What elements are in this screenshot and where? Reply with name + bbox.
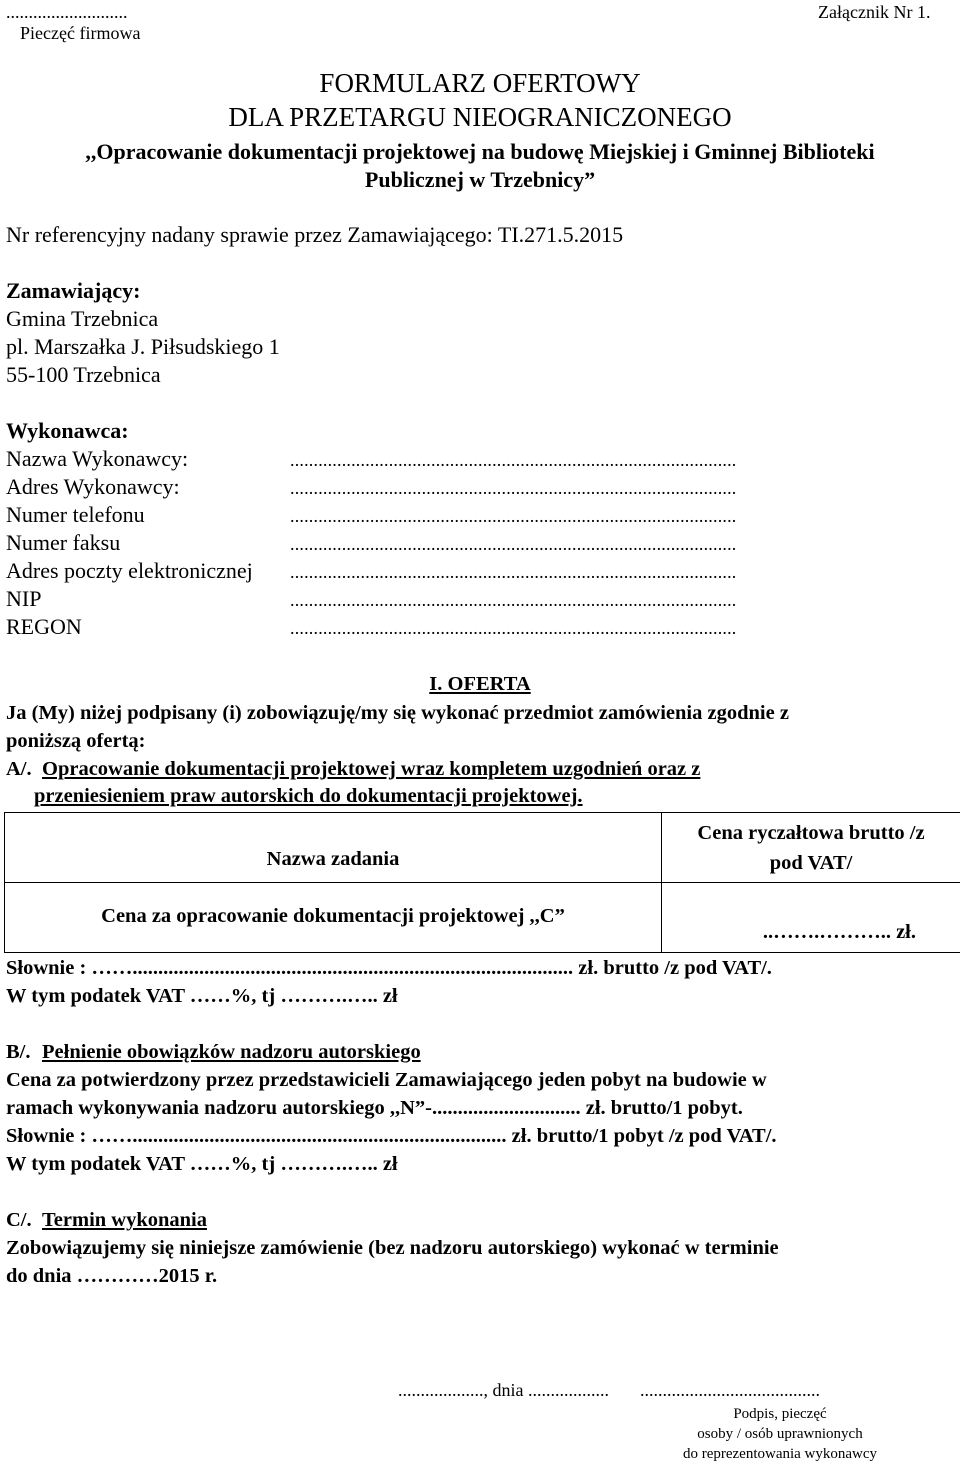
section-c-prefix: C/. [6, 1209, 32, 1231]
regon-field[interactable]: ............................................................................................... [290, 618, 737, 638]
price-header [662, 813, 960, 883]
nip-field[interactable]: ............................................................................................... [290, 590, 737, 610]
price-header-line1: Cena ryczałtowa brutto /z [697, 821, 925, 844]
offer-heading: I. OFERTA [429, 673, 531, 695]
phone-field[interactable]: ............................................................................................... [290, 506, 737, 526]
nip-label: NIP [6, 586, 42, 611]
section-b-words: Słownie : ……......................................................................... zł. brutto/1 pobyt /z pod VAT/. [6, 1125, 777, 1147]
signature-dots: ........................................ [640, 1380, 820, 1400]
section-b-prefix: B/. [6, 1041, 31, 1063]
section-a-prefix: A/. [6, 758, 32, 780]
regon-label: REGON [6, 614, 82, 639]
offer-table [4, 812, 960, 953]
section-a-words: Słownie : ……...................................................................................... zł. brutto /z pod VAT/. [6, 957, 772, 979]
offer-table-header-row [5, 813, 960, 883]
contracting-authority-street: pl. Marszałka J. Piłsudskiego 1 [6, 334, 280, 359]
section-c-title: Termin wykonania [42, 1209, 207, 1231]
section-b-title: Pełnienie obowiązków nadzoru autorskiego [42, 1041, 421, 1063]
stamp-label: Pieczęć firmowa [20, 23, 141, 43]
price-cell[interactable]: ..…….……….. zł. [662, 883, 960, 953]
title-line3: ,,Opracowanie dokumentacji projektowej na budowę Miejskiej i Gminnej Biblioteki [85, 139, 875, 164]
task-name-cell: Cena za opracowanie dokumentacji projektowej ,,C” [5, 883, 662, 953]
section-a-vat: W tym podatek VAT ……%, tj ……….….. zł [6, 985, 398, 1007]
title-line2: DLA PRZETARGU NIEOGRANICZONEGO [228, 102, 732, 132]
section-c-line1: Zobowiązujemy się niniejsze zamówienie (bez nadzoru autorskiego) wykonać w terminie [6, 1237, 779, 1259]
contractor-name-label: Nazwa Wykonawcy: [6, 446, 189, 471]
title-line4: Publicznej w Trzebnicy” [364, 167, 596, 192]
contracting-authority-city: 55-100 Trzebnica [6, 362, 161, 387]
fax-label: Numer faksu [6, 530, 121, 555]
offer-table-row [5, 883, 960, 953]
section-b-line1: Cena za potwierdzony przez przedstawicieli Zamawiającego jeden pobyt na budowie w [6, 1069, 767, 1091]
task-name-header: Nazwa zadania [5, 813, 662, 883]
offer-intro-line1: Ja (My) niżej podpisany (i) zobowiązuję/my się wykonać przedmiot zamówienia zgodnie z [6, 702, 789, 724]
reference-number: Nr referencyjny nadany sprawie przez Zamawiającego: TI.271.5.2015 [6, 222, 624, 247]
section-a-title-line1: Opracowanie dokumentacji projektowej wraz kompletem uzgodnień oraz z [42, 758, 701, 780]
contractor-address-label: Adres Wykonawcy: [6, 474, 180, 499]
contractor-address-field[interactable]: ............................................................................................... [290, 478, 737, 498]
offer-intro-line2: poniższą ofertą: [6, 730, 146, 752]
section-b-vat: W tym podatek VAT ……%, tj ……….….. zł [6, 1153, 398, 1175]
email-field[interactable]: ............................................................................................... [290, 562, 737, 582]
stamp-dots: ........................... [6, 2, 128, 22]
contracting-authority-heading: Zamawiający: [6, 278, 141, 303]
email-label: Adres poczty elektronicznej [6, 558, 253, 583]
contracting-authority-name: Gmina Trzebnica [6, 306, 159, 331]
signature-caption-line1: Podpis, pieczęć [733, 1406, 827, 1422]
contractor-heading: Wykonawca: [6, 418, 129, 443]
fax-field[interactable]: ............................................................................................... [290, 534, 737, 554]
price-header-line2: pod VAT/ [769, 851, 853, 874]
phone-label: Numer telefonu [6, 502, 145, 527]
place-date: ..................., dnia .................. [398, 1380, 609, 1400]
section-b-line2: ramach wykonywania nadzoru autorskiego ,,N”-............................. zł. brutto/1 pobyt. [6, 1097, 743, 1119]
contractor-name-field[interactable]: ............................................................................................... [290, 450, 737, 470]
signature-caption-line2: osoby / osób uprawnionych [697, 1426, 863, 1442]
section-c-line2: do dnia …………2015 r. [6, 1265, 218, 1287]
attachment-label: Załącznik Nr 1. [818, 2, 931, 22]
signature-caption-line3: do reprezentowania wykonawcy [682, 1446, 878, 1462]
section-a-title-line2: przeniesieniem praw autorskich do dokumentacji projektowej. [34, 785, 583, 807]
title-line1: FORMULARZ OFERTOWY [319, 68, 641, 98]
